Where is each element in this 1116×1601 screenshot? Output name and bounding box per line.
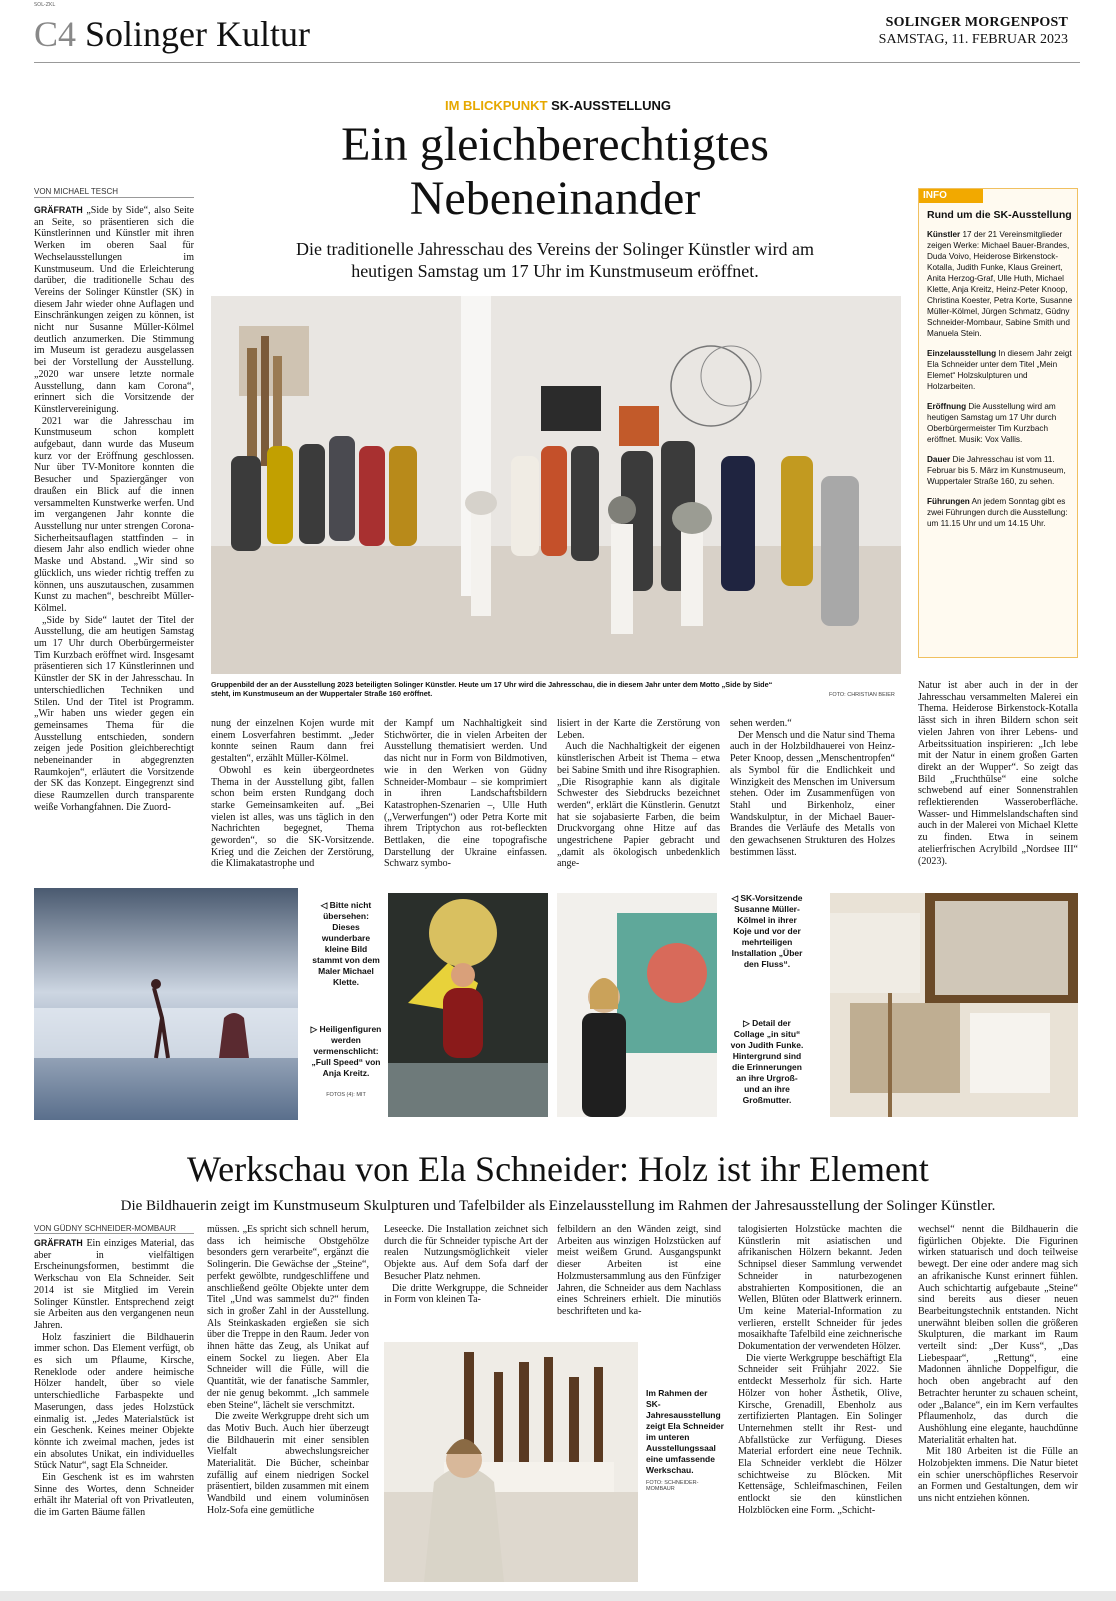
article2-col1: GRÄFRATH Ein einziges Material, das aber in vielfältigen Erscheinungsformen, bestimmt die Werkschau von Ela Schneider. Seit 2014 ist sie Mitglied im Verein Solinger Künstler. Entsprechend zeigt sie Arbeiten aus den vergangenen neun Jahren. Holz fasziniert die Bildhauerin immer schon. Das Element verfügt, ob es sich um Pflaume, Kirsche, Reneklode oder andere heimische Hölzer handelt, über so viele unterschiedliche Farbaspekte und Maserungen, dass jedes Holzstück einmalig ist. „Jedes Materialstück ist ein Geschenk. Keines meiner Objekte könnte ich zweimal machen, jedes ist ein absolutes Unikat, ein individuelles Stück Natur“, sagt Ela Schneider. Ein Geschenk ist es im wahrsten Sinne des Wortes, denn Schneider erhält ihr Material oft von Privatleuten, die im Garten Bäume fällen [34, 1238, 194, 1519]
dateline: GRÄFRATH [34, 205, 83, 215]
byline-rule [34, 1233, 194, 1234]
byline-rule [34, 197, 194, 198]
article1-col6: Natur ist aber auch in der in der Jahresschau versammelten Malerei ein Thema. Heiderose Birkenstock-Kotalla lässt sich in ihren Bildern schon seit vielen Jahren von ihrer Lebens- und Arbeitssituation inspirieren: „Ich lebe mit der Natur in einem großen Garten direkt an der Wupper“. So zeigt das Bild „Fruchthülse“ eine solche schwebend auf einer Sonnenstrahlen reflektierenden Wasseroberfläche. Wasser- und Himmelslandschaften sind auch in der Malerei von Michael Klette zu finden. Etwa in seinem atelierfrischen Acrylbild „Nordsee III“ (2023). [918, 680, 1078, 867]
group-photo-credit: FOTO: CHRISTIAN BEIER [829, 692, 895, 698]
article2-col3: Leseecke. Die Installation zeichnet sich durch die für Schneider typische Art der realen Nutzungsmöglichkeit vieler Objekte aus. Auf dem Sofa darf der Besucher Platz nehmen. Die dritte Werkgruppe, die Schneider in Form von kleinen Ta- [384, 1224, 548, 1306]
headline: Ein gleichberechtigtes Nebeneinander [341, 118, 769, 225]
byline: VON MICHAEL TESCH [34, 187, 119, 196]
masthead [879, 14, 1068, 48]
info-block: Eröffnung Die Ausstellung wird am heutigen Samstag um 17 Uhr durch Oberbürgermeister Tim Kurzbach eröffnet. Musik: Vox Vallis. [927, 402, 1057, 444]
photos-credit: FOTOS (4): MIT [326, 1092, 366, 1098]
caption-klette: ◁ Bitte nicht übersehen: Dieses wunderbare kleine Bild stammt von dem Maler Michael Klette. [312, 900, 380, 987]
paper-name: SOLINGER MORGENPOST [885, 15, 1068, 30]
info-title: Rund um die SK-Ausstellung [927, 209, 1072, 221]
info-block: Einzelausstellung In diesem Jahr zeigt Ela Schneider unter dem Titel „Mein Elemet“ Holzskulpturen und Holzarbeiten. [927, 349, 1072, 391]
kicker-rest: SK-AUSSTELLUNG [547, 98, 672, 113]
article2-lead: Die Bildhauerin zeigt im Kunstmuseum Skulpturen und Tafelbilder als Einzelausstellung im Rahmen der Jahresausstellung der Solinger Künstler. [120, 1198, 996, 1214]
caption-ela-schneider: Im Rahmen der SK-Jahresausstellung zeigt Ela Schneider im unteren Ausstellungssaal eine umfassende Werkschau. [646, 1388, 724, 1475]
article2-col4: felbildern an den Wänden zeigt, sind Arbeiten aus winzigen Holzstücken auf meist weißem Grund. Ausgangspunkt dieser Arbeiten ist eine Holzmustersammlung aus den Fünfziger Jahren, die Schneider aus dem Nachlass eines Schreiners erhielt. Die minutiös beschrifteten und ka- [557, 1224, 721, 1317]
lead-text: Die traditionelle Jahresschau des Vereins der Solinger Künstler wird am heutigen Samstag um 17 Uhr im Kunstmuseum eröffnet. [295, 239, 815, 281]
photo-mueller-koelmel [557, 893, 717, 1117]
caption-mueller-koelmel: ◁ SK-Vorsitzende Susanne Müller-Kölmel in ihrer Koje und vor der mehrteiligen Installation „Über den Fluss“. [731, 893, 803, 969]
section-title [34, 14, 310, 54]
article1-col1 [34, 205, 194, 863]
group-photo-caption: Gruppenbild der an der Ausstellung 2023 beteiligten Solinger Künstler. Heute um 17 Uhr wird die Jahresschau, die in diesem Jahr unter dem Motto „Side by Side“ steht, im Kunstmuseum an der Wuppertaler Straße 160 eröffnet. [211, 680, 773, 699]
painting-photo-kreitz [388, 893, 548, 1117]
article2-col5: talogisierten Holzstücke machten die Künstlerin mit asiatischen und afrikanischen Hölzern bekannt. Jeden Schnipsel dieser Sammlung verwendet Schneider in naturbezogenen abstrahierten Kompositionen, die an Wellen, Blüten oder Blattwerk erinnern. Um keine Material-Information zu verlieren, erstellt Schneider für jedes mosaikhafte Tafelbild eine zeichnerische Dokumentation der verwendeten Hölzer. Die vierte Werkgruppe beschäftigt Ela Schneider seit Frühjahr 2022. Sie entdeckt Messerholz für sich. Harte Hölzer von hoher Ästhetik, Olive, Kirsche, Grenadill, Ebenholz aus zertifizierten Plantagen. Ein Solinger Unternehmen stellt ihr Rest- und Abfallstücke zur Verfügung. Dieses Material erfordert eine neue Technik. Ela Schneider verklebt die Hölzer schichtweise zu Blöcken. Mit Kettensäge, Schleifmaschinen, Feilen entlockt sie den künstlichen Holzblöcken eine Form. „Schicht- [738, 1224, 902, 1516]
info-box [918, 188, 1078, 658]
article2-headline: Werkschau von Ela Schneider: Holz ist ihr Element [187, 1149, 929, 1189]
article2-col2: müssen. „Es spricht sich schnell herum, dass ich heimische Obstgehölze besonders gern verarbeite“, ergänzt die Solingerin. Die Gewächse der „Steine“, perfekt gewölbte, rundgeschliffene und anschließend geölte Objekte unter dem Titel „Und was sammelst du?“ finden sich in großer Zahl in der Ausstellung. Als Steinkaskaden ergießen sie sich über die Treppe in den Raum. Jeder von ihnen hätte das Zeug, als Unikat auf einem Sockel zu liegen. Aber Ela Schneider will die Fülle, will die Quantität, wie der fanatische Sammler, der nie genug bekommt. „Ich sammele eben Steine“, lächelt sie verschmitzt. Die zweite Werkgruppe dreht sich um das Motiv Buch. Auch hier überzeugt die Bildhauerin mit einer sensiblen Vielfalt abwechslungsreicher Materialität. Die Bücher, scheinbar zufällig auf einem niedrigen Sockel präsentiert, bilden zusammen mit einem Wandbild und einem voluminösen Holz-Sofa eine gemütliche [207, 1224, 369, 1516]
caption-kreitz: ▷ Heiligenfiguren werden vermenschlicht: „Full Speed“ von Anja Kreitz. [310, 1024, 382, 1078]
page-number: C4 [34, 14, 77, 54]
kicker [0, 98, 1116, 114]
paragraph: „Side by Side“ lautet der Titel der Ausstellung, die am heutigen Samstag um 17 Uhr durch Oberbürgermeister Tim Kurzbach eröffnet wird. Insgesamt präsentieren sich 17 Künstlerinnen und Künstler der SK in der Jahresschau. In unterschiedlichen Techniken und Stilen. Und der Titel ist Programm. „Wir haben uns wieder gegen ein gemeinsames Thema für die Ausstellung entschieden, sondern zeigen jede Position gleichberechtigt nebeneinander in abgegrenzten Raumkojen“, erläutert die Vorsitzende der SK das Konzept. Eingegrenzt sind diese Raumzellen durch transparente weiße Vorhangfahnen. Die Zuord- [34, 614, 194, 813]
paragraph: 2021 war die Jahresschau im Kunstmuseum schon komplett aufgebaut, dann wurde das Museum kurz vor der Eröffnung geschlossen. Nur über TV-Monitore konnten die Besucher und Spaziergänger von draußen ein Blick auf die innen versammelten Kunstwerke werfen. Und im vergangenen Jahr konnte die Ausstellung nur unter strengen Corona-Sicherheitsauflagen stattfinden – in diesem Jahr also endlich wieder ohne Maske und Abstand. „Wir sind so glücklich, uns wieder richtig treffen zu können, uns auszutauschen, zusammen Kunst zu machen“, beschreibt Müller-Kölmel. [34, 415, 194, 614]
issue-date: SAMSTAG, 11. FEBRUAR 2023 [878, 32, 1068, 47]
article2-col6: wechsel“ nennt die Bildhauerin die figürlichen Objekte. Die Figurinen wirken statuarisch und doch teilweise bewegt. Der eine oder andere mag sich an afrikanische Kunst erinnert fühlen. Auch schichtartig aufgebaute „Steine“ sind bereits aus dieser neuen Bearbeitungstechnik entstanden. Nicht unerwähnt bleiben sollen die größeren Skulpturen, die markant im Raum verteilt sind: „Der Kuss“, „Das Liebespaar“, „Rettung“, eine Madonnen ähnliche Doppelfigur, die hoch oben angebracht auf den Betrachter herunter zu schauen scheint, oder „Balance“, ein im Kern verfaultes Pflaumenholz, das durch die Aushöhlung eine elegante, hauchdünne Materialität erhalten hat. Mit 180 Arbeiten ist die Fülle an Holzobjekten immens. Die Natur bietet ein schier unerschöpfliches Reservoir an Formen und Gestaltungen, dem wir uns nicht entziehen können. [918, 1224, 1078, 1505]
info-tab: INFO [919, 189, 983, 203]
collage-photo-funke [830, 893, 1078, 1117]
photo-ela-schneider [384, 1342, 638, 1582]
article1-col3: der Kampf um Nachhaltigkeit sind Stichwörter, die in vielen Arbeiten der Ausstellung thematisiert werden. Und das nicht nur in Form von Bildmotiven, wie in den Werken von Güdny Schneider-Mombaur – sie komprimiert in ihren Landschaftsbildern Katastrophen-Szenarien –, Ulle Huth („Verwerfungen“) oder Petra Korte mit ihrem Triptychon aus rot-befleckten Bettlaken, die eine topografische Darstellung der Ukraine einfassen. Schwarz symbo- [384, 718, 547, 870]
article1-col2: nung der einzelnen Kojen wurde mit einem Losverfahren bestimmt. „Jeder konnte seinen Raum dann frei gestalten“, erzählt Müller-Kölmel. Obwohl es kein übergeordnetes Thema in der Ausstellung gibt, fallen schon beim ersten Rundgang doch starke Gemeinsamkeiten auf. „Bei vielen ist alles, was uns täglich in den Nachrichten begegnet, Thema geworden“, so die SK-Vorsitzende. Krieg und die Zeichen der Zerstörung, die Klimakatastrophe und [211, 718, 374, 870]
dateline: GRÄFRATH [34, 1238, 83, 1248]
header-rule [34, 62, 1080, 63]
group-photo [211, 296, 901, 674]
article1-col5: sehen werden.“ Der Mensch und die Natur sind Thema auch in der Holzbildhauerei von Heinz-Peter Knoop, dessen „Menschentropfen“ als Symbol für die Endlichkeit und Winzigkeit des Menschen im Universum stehen. Oder im Zusammenfügen von Stahl und Birkenholz, einer Wandskulptur, in der Michael Bauer-Brandes die Verläufe des Metalls von den gewachsenen Strukturen des Holzes bestimmen lässt. [730, 718, 895, 858]
photo-credit-schneider: FOTO: SCHNEIDER-MOMBAUR [646, 1480, 699, 1492]
info-block: Dauer Die Jahresschau ist vom 11. Februar bis 5. März im Kunstmuseum, Wuppertaler Straße 160, zu sehen. [927, 455, 1066, 486]
article1-col4: lisiert in der Karte die Zerstörung von Leben. Auch die Nachhaltigkeit der eigenen künstlerischen Arbeit ist Thema – etwa bei Sabine Smith und ihre Risographien. „Die Risographie kann als digitale Schwester des Siebdrucks bezeichnet werden“, erklärt die Künstlerin. Genutzt hat sie sojabasierte Farben, die beim Druckvorgang ohne Hitze auf das ungestrichene Papier gebracht und „damit als ökologisch unbedenklich ange- [557, 718, 720, 870]
painting-photo-klette [34, 888, 298, 1120]
info-block: Führungen An jedem Sonntag gibt es zwei Führungen durch die Ausstellung: um 11.15 Uhr und um 14.15 Uhr. [927, 497, 1068, 528]
article2-byline: VON GÜDNY SCHNEIDER-MOMBAUR [34, 1224, 177, 1233]
caption-funke: ▷ Detail der Collage „in situ“ von Judith Funke. Hintergrund sind die Erinnerungen an ihre Urgroß- und an ihre Großmutter. [730, 1018, 804, 1105]
info-block: Künstler 17 der 21 Vereinsmitglieder zeigen Werke: Michael Bauer-Brandes, Duda Voivo, Heiderose Birkenstock-Kotalla, Judith Funke, Klaus Greinert, Anita Herzog-Graf, Ulle Huth, Michael Klette, Anja Kreitz, Heinz-Peter Knoop, Christina Koester, Petra Korte, Susanne Müller-Kölmel, Jürgen Schmatz, Güdny Schneider-Mombaur, Sabine Smith und Manuela Stein. [927, 230, 1073, 338]
kicker-accent: IM BLICKPUNKT [444, 98, 548, 113]
paragraph: GRÄFRATH „Side by Side“, also Seite an Seite, so präsentieren sich die Künstlerinnen und Künstler mit ihren Werken im oberen Saal für Wechselausstellungen im Kunstmuseum. Und die Erleichterung darüber, die traditionelle Schau des Vereins der Solinger Künstler (SK) in diesem Jahr wieder ohne Auflagen und Einschränkungen zeigen zu können, ist nicht nur Susanne Müller-Kölmel deutlich anzumerken. Die Stimmung im Museum ist geradezu ausgelassen bei der Vorstellung der Ausstellung. „2020 war unsere letzte normale Ausstellung, dann kam Corona“, erinnert sich die Vorsitzende der Künstlervereinigung. [34, 205, 194, 415]
section-name: Solinger Kultur [85, 14, 310, 54]
page-code: SOL-ZKL [34, 2, 56, 8]
bottom-strip [0, 1591, 1116, 1601]
